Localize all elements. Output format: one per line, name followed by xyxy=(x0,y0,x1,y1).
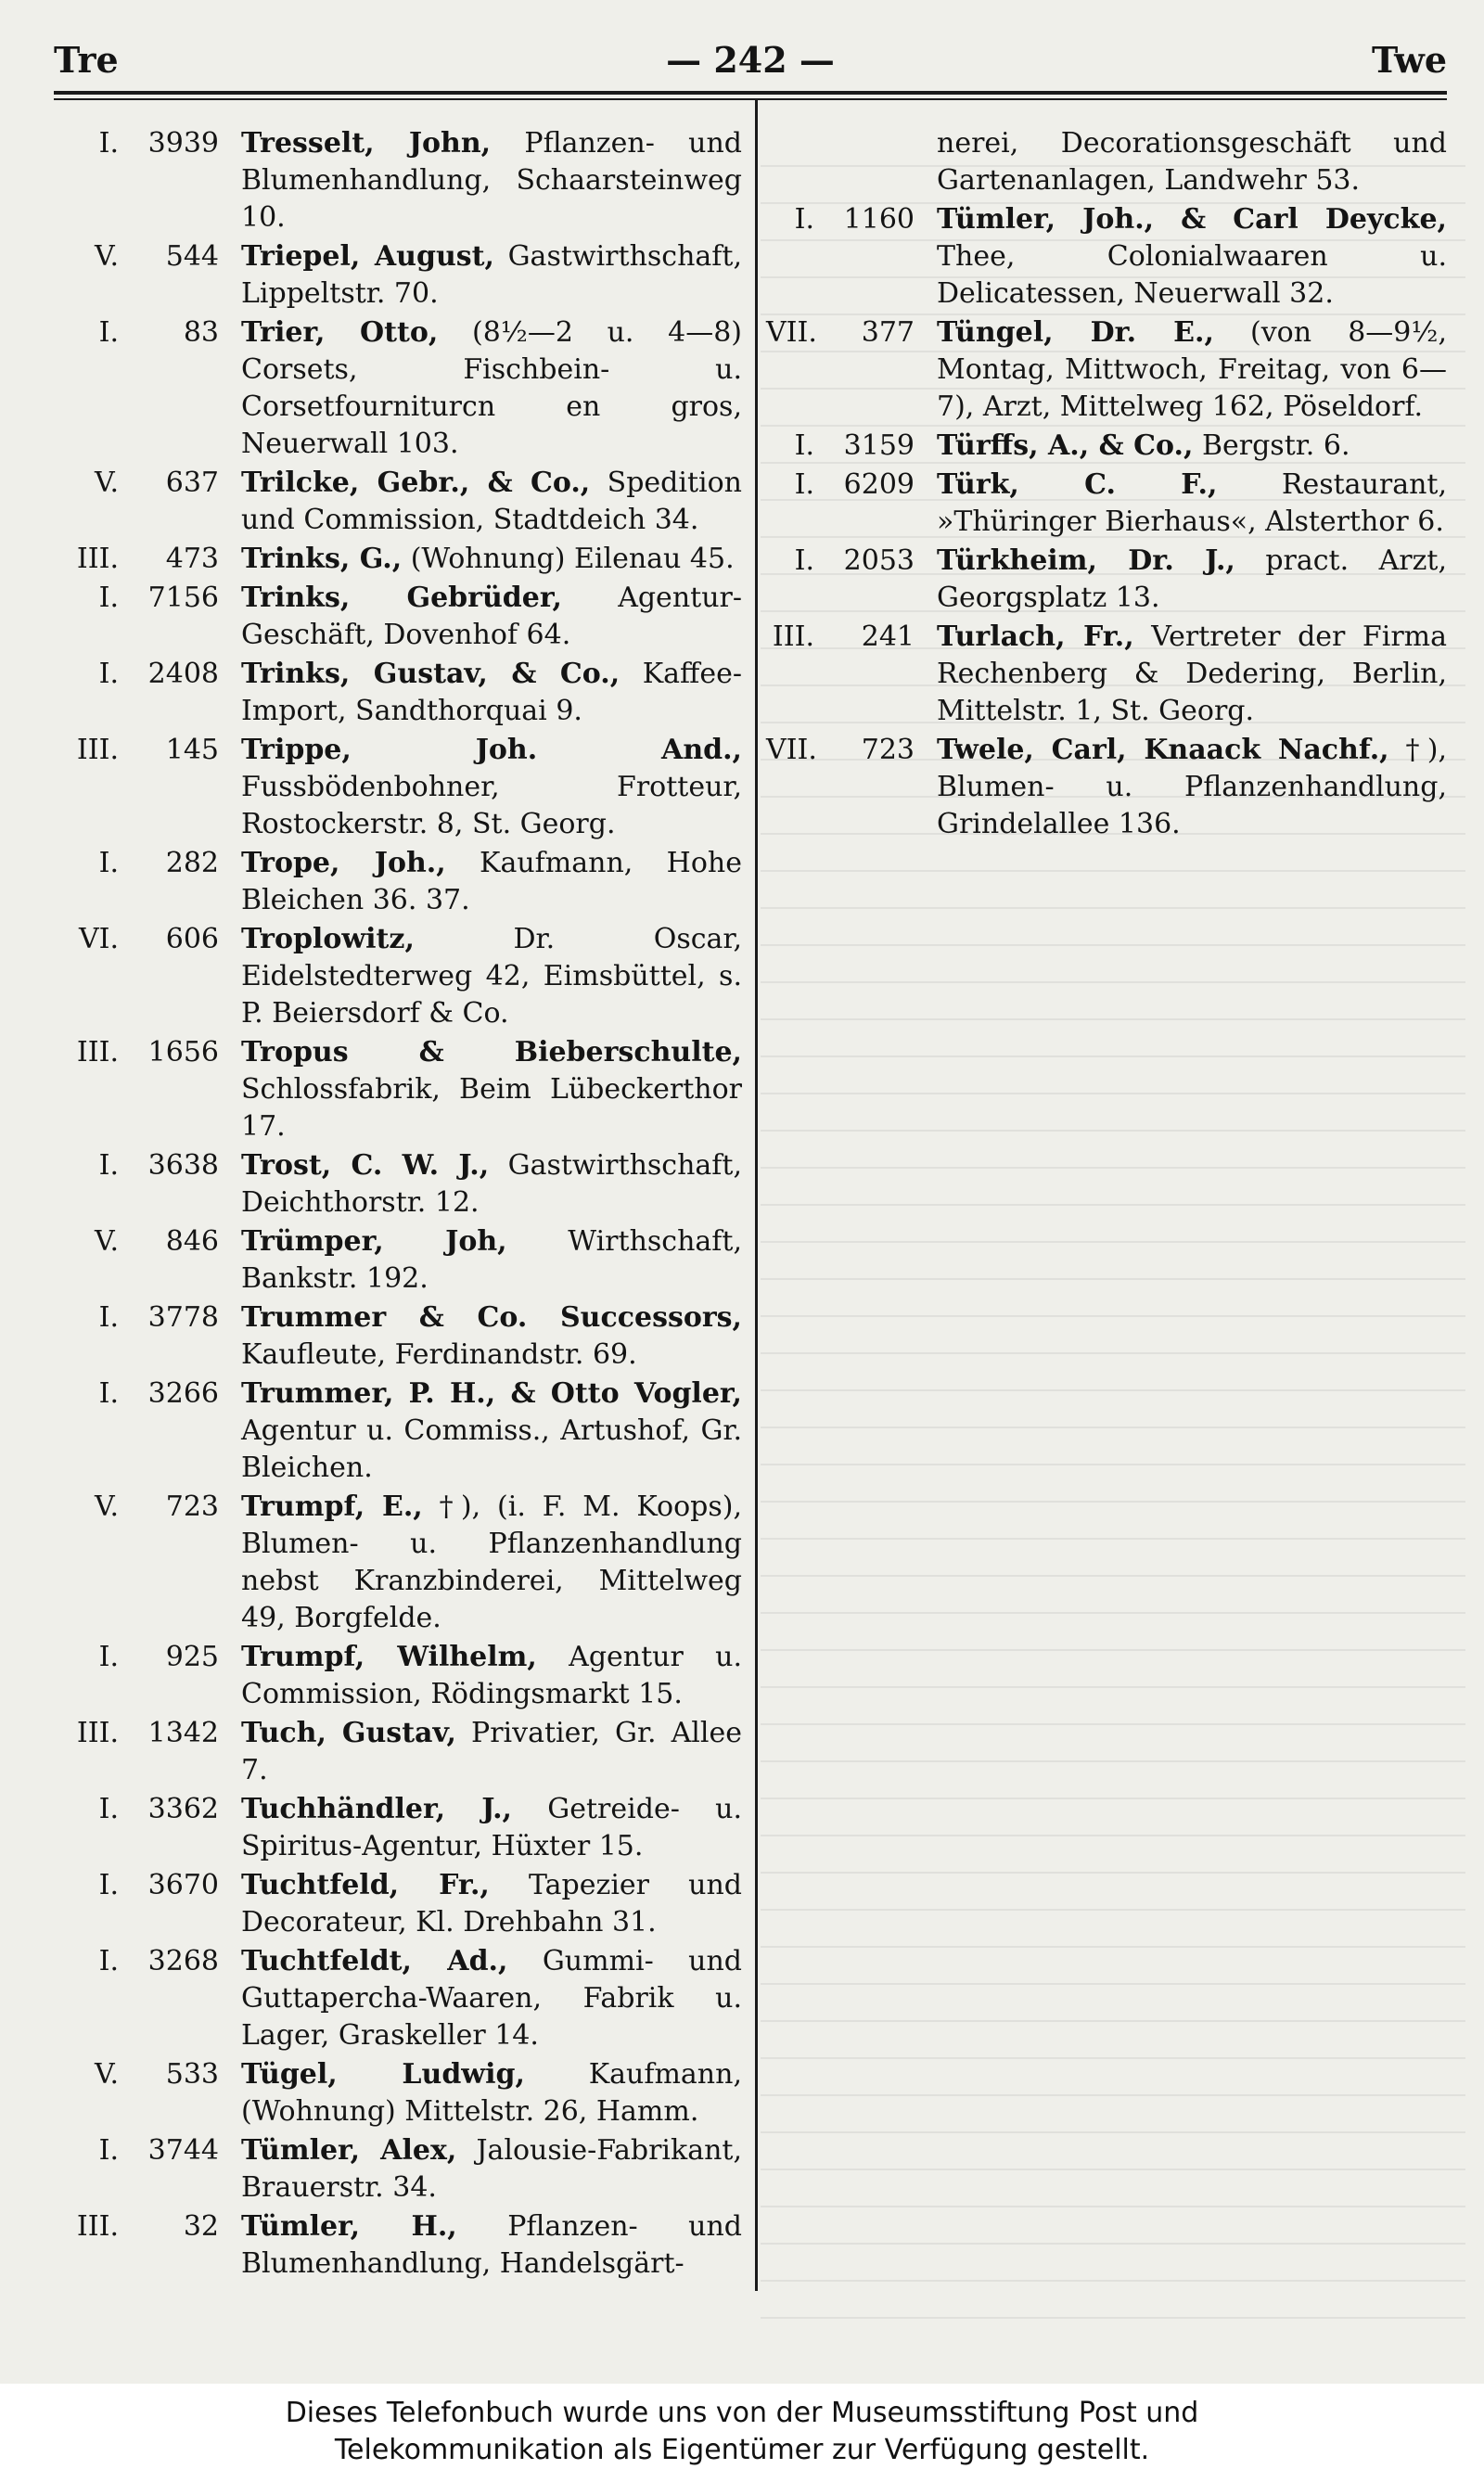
directory-entry xyxy=(54,238,742,313)
entry-district: III. xyxy=(76,1036,119,1068)
entry-details: Agentur u. Commission, Rödingsmarkt 15. xyxy=(241,1641,742,1710)
entry-phone-number: 606 xyxy=(165,923,219,955)
entry-phone-number: 3159 xyxy=(843,429,915,462)
entry-name: Tümler, Joh., & Carl Deycke, xyxy=(937,203,1447,236)
directory-entry xyxy=(54,656,742,730)
entry-phone-number: 533 xyxy=(165,2058,219,2091)
entry-details: Kaffee-Import, Sandthorquai 9. xyxy=(241,658,742,727)
entry-phone-number: 83 xyxy=(183,316,219,349)
entry-text xyxy=(241,580,742,654)
entry-text xyxy=(241,314,742,463)
directory-entry xyxy=(54,1791,742,1865)
directory-entry xyxy=(54,732,742,843)
entry-phone-number: 241 xyxy=(861,620,915,653)
entry-text xyxy=(241,541,742,578)
entry-phone-number: 3778 xyxy=(147,1301,219,1334)
directory-entry xyxy=(54,1639,742,1713)
entry-district: I. xyxy=(794,429,814,462)
entry-name: Tresselt, John, xyxy=(241,127,492,160)
entry-details: (8½—2 u. 4—8) Corsets, Fischbein- u. Corsetfourniturcn en gros, Neuerwall 103. xyxy=(241,316,742,460)
entry-details: Spedition und Commission, Stadtdeich 34. xyxy=(241,467,742,536)
entry-district: III. xyxy=(772,620,814,653)
directory-entry xyxy=(54,580,742,654)
entry-phone-number: 637 xyxy=(165,467,219,499)
entry-details: Schlossfabrik, Beim Lübeckerthor 17. xyxy=(241,1073,742,1143)
entry-text xyxy=(241,125,742,237)
entry-name: Tümler, Alex, xyxy=(241,2134,457,2167)
entry-name: Trinks, G., xyxy=(241,543,403,575)
entry-text xyxy=(241,1943,742,2054)
entry-phone-number: 377 xyxy=(861,316,915,349)
entry-details: (von 8—9½, Montag, Mittwoch, Freitag, von 6—7), Arzt, Mittelweg 162, Pöseldorf. xyxy=(937,316,1447,423)
right-column xyxy=(766,125,1447,845)
directory-entry xyxy=(54,845,742,919)
footer-line-1: Dieses Telefonbuch wurde uns von der Museumsstiftung Post und xyxy=(285,2397,1199,2429)
directory-entry xyxy=(54,2208,742,2283)
entry-district: I. xyxy=(98,316,119,349)
entry-district: I. xyxy=(98,1149,119,1182)
entry-name: Trost, C. W. J., xyxy=(241,1149,490,1182)
entry-district: I. xyxy=(98,847,119,879)
entry-name: Trummer, P. H., & Otto Vogler, xyxy=(241,1377,742,1410)
entry-details: Pflanzen- und Blumenhandlung, Schaarsteinweg 10. xyxy=(241,127,742,234)
entry-phone-number: 723 xyxy=(861,734,915,766)
column-divider xyxy=(755,100,758,2291)
entry-phone-number: 723 xyxy=(165,1490,219,1523)
directory-entry xyxy=(766,619,1447,730)
continuation-text xyxy=(766,125,1447,199)
directory-entry xyxy=(54,2056,742,2130)
entry-phone-number: 6209 xyxy=(843,468,915,501)
entry-phone-number: 3744 xyxy=(147,2134,219,2167)
entry-district: I. xyxy=(98,1641,119,1673)
entry-details: Kaufmann, (Wohnung) Mittelstr. 26, Hamm. xyxy=(241,2058,742,2128)
directory-entry xyxy=(766,543,1447,617)
entry-details: Wirthschaft, Bankstr. 192. xyxy=(241,1225,742,1295)
entry-district: I. xyxy=(98,1945,119,1977)
entry-district: V. xyxy=(95,240,119,273)
entry-district: III. xyxy=(76,1717,119,1749)
entry-district: VII. xyxy=(766,316,817,349)
entry-phone-number: 2408 xyxy=(147,658,219,690)
entry-phone-number: 1656 xyxy=(147,1036,219,1068)
entry-name: Trumpf, E., xyxy=(241,1490,423,1523)
entry-district: VI. xyxy=(78,923,119,955)
header-rule xyxy=(54,91,1447,95)
entry-details: Thee, Colonialwaaren u. Delicatessen, Neuerwall 32. xyxy=(937,240,1447,310)
entry-phone-number: 3939 xyxy=(147,127,219,160)
directory-entry xyxy=(54,1147,742,1222)
entry-name: Trier, Otto, xyxy=(241,316,439,349)
directory-entry xyxy=(54,1943,742,2054)
entry-district: I. xyxy=(98,658,119,690)
entry-text xyxy=(937,314,1447,426)
directory-entry xyxy=(766,428,1447,465)
entry-details: Restaurant, »Thüringer Bierhaus«, Alsterthor 6. xyxy=(937,468,1447,538)
entry-name: Trope, Joh., xyxy=(241,847,446,879)
entry-text xyxy=(937,543,1447,617)
entry-district: III. xyxy=(76,543,119,575)
entry-phone-number: 925 xyxy=(165,1641,219,1673)
entry-district: I. xyxy=(98,2134,119,2167)
entry-phone-number: 2053 xyxy=(843,544,915,577)
entry-phone-number: 145 xyxy=(165,734,219,766)
header-left-keyword: Tre xyxy=(54,39,119,81)
directory-entry xyxy=(766,314,1447,426)
continuation-text-body: nerei, Decorationsgeschäft und Gartenanlagen, Landwehr 53. xyxy=(937,127,1447,197)
entry-district: I. xyxy=(794,203,814,236)
entry-phone-number: 282 xyxy=(165,847,219,879)
entry-text xyxy=(241,845,742,919)
directory-entry xyxy=(54,1034,742,1145)
entry-details: (Wohnung) Eilenau 45. xyxy=(402,543,735,575)
entry-text xyxy=(241,732,742,843)
entry-district: I. xyxy=(98,1377,119,1410)
footer-credit xyxy=(0,2384,1484,2482)
entry-phone-number: 846 xyxy=(165,1225,219,1258)
entry-text xyxy=(241,921,742,1032)
entry-details: Kaufleute, Ferdinandstr. 69. xyxy=(241,1338,637,1371)
directory-entry xyxy=(54,2132,742,2207)
entry-text xyxy=(937,467,1447,541)
entry-phone-number: 32 xyxy=(183,2210,219,2243)
entry-details: Bergstr. 6. xyxy=(1193,429,1350,462)
entry-text xyxy=(241,238,742,313)
entry-district: I. xyxy=(98,1869,119,1901)
entry-text xyxy=(241,1489,742,1637)
entry-details: Pflanzen- und Blumenhandlung, Handelsgärt- xyxy=(241,2210,742,2280)
entry-text xyxy=(241,1791,742,1865)
directory-entry xyxy=(54,314,742,463)
entry-details: Gastwirthschaft, Deichthorstr. 12. xyxy=(241,1149,742,1219)
entry-district: V. xyxy=(95,1225,119,1258)
entry-text xyxy=(241,1223,742,1298)
entry-phone-number: 473 xyxy=(165,543,219,575)
directory-entry xyxy=(54,1375,742,1487)
entry-phone-number: 1160 xyxy=(843,203,915,236)
entry-details: Fussbödenbohner, Frotteur, Rostockerstr. 8, St. Georg. xyxy=(241,771,742,840)
entry-name: Turlach, Fr., xyxy=(937,620,1134,653)
directory-entry xyxy=(54,1715,742,1789)
entry-district: V. xyxy=(95,2058,119,2091)
entry-name: Trümper, Joh, xyxy=(241,1225,507,1258)
left-column xyxy=(54,125,742,2284)
entry-details: †), Blumen- u. Pflanzenhandlung, Grindelallee 136. xyxy=(937,734,1447,840)
entry-district: I. xyxy=(98,1793,119,1825)
entry-district: I. xyxy=(794,468,814,501)
entry-name: Tügel, Ludwig, xyxy=(241,2058,525,2091)
directory-entry xyxy=(54,1867,742,1941)
entry-name: Tuchhändler, J., xyxy=(241,1793,512,1825)
entry-details: Jalousie-Fabrikant, Brauerstr. 34. xyxy=(241,2134,742,2204)
entry-name: Triepel, August, xyxy=(241,240,494,273)
entry-district: I. xyxy=(98,1301,119,1334)
entry-district: I. xyxy=(98,127,119,160)
entry-name: Trumpf, Wilhelm, xyxy=(241,1641,537,1673)
entry-details: Getreide- u. Spiritus-Agentur, Hüxter 15. xyxy=(241,1793,742,1862)
entry-text xyxy=(937,619,1447,730)
entry-text xyxy=(241,1715,742,1789)
entry-text xyxy=(241,1147,742,1222)
directory-entry xyxy=(54,1489,742,1637)
header-right-keyword: Twe xyxy=(1372,39,1447,81)
entry-text xyxy=(241,1867,742,1941)
entry-name: Trinks, Gebrüder, xyxy=(241,582,562,614)
footer-line-2: Telekommunikation als Eigentümer zur Verfügung gestellt. xyxy=(334,2434,1150,2466)
entry-details: Agentur u. Commiss., Artushof, Gr. Bleichen. xyxy=(241,1414,742,1484)
entry-district: III. xyxy=(76,734,119,766)
directory-entry xyxy=(54,1223,742,1298)
entry-name: Tuch, Gustav, xyxy=(241,1717,456,1749)
entry-phone-number: 544 xyxy=(165,240,219,273)
entry-text xyxy=(241,1375,742,1487)
entry-details: Vertreter der Firma Rechenberg & Dedering, Berlin, Mittelstr. 1, St. Georg. xyxy=(937,620,1447,727)
entry-details: Tapezier und Decorateur, Kl. Drehbahn 31. xyxy=(241,1869,742,1938)
entry-name: Türkheim, Dr. J., xyxy=(937,544,1235,577)
entry-details: Agentur-Geschäft, Dovenhof 64. xyxy=(241,582,742,651)
page-number: — 242 — xyxy=(666,39,835,81)
directory-entry xyxy=(54,541,742,578)
entry-name: Troplowitz, xyxy=(241,923,415,955)
entry-district: III. xyxy=(76,2210,119,2243)
entry-phone-number: 3638 xyxy=(147,1149,219,1182)
entry-text xyxy=(241,1299,742,1374)
entry-name: Tuchtfeld, Fr., xyxy=(241,1869,490,1901)
page-header xyxy=(54,37,1447,83)
entry-details: Gastwirthschaft, Lippeltstr. 70. xyxy=(241,240,742,310)
header-rule-thin xyxy=(54,98,1447,100)
entry-phone-number: 1342 xyxy=(147,1717,219,1749)
entry-district: I. xyxy=(794,544,814,577)
entry-name: Türffs, A., & Co., xyxy=(937,429,1194,462)
entry-name: Tümler, H., xyxy=(241,2210,457,2243)
entry-details: Gummi- und Guttapercha-Waaren, Fabrik u. Lager, Graskeller 14. xyxy=(241,1945,742,2052)
entry-name: Tüngel, Dr. E., xyxy=(937,316,1214,349)
entry-text xyxy=(937,732,1447,843)
entry-text xyxy=(241,656,742,730)
entry-district: I. xyxy=(98,582,119,614)
entry-district: V. xyxy=(95,467,119,499)
entry-district: VII. xyxy=(766,734,817,766)
entry-details: Kaufmann, Hohe Bleichen 36. 37. xyxy=(241,847,742,916)
directory-entry xyxy=(54,921,742,1032)
entry-name: Türk, C. F., xyxy=(937,468,1218,501)
entry-name: Trinks, Gustav, & Co., xyxy=(241,658,620,690)
directory-entry xyxy=(54,125,742,237)
directory-entry xyxy=(54,1299,742,1374)
entry-text xyxy=(241,1034,742,1145)
entry-phone-number: 3362 xyxy=(147,1793,219,1825)
entry-details: Dr. Oscar, Eidelstedterweg 42, Eimsbüttel, s. P. Beiersdorf & Co. xyxy=(241,923,742,1030)
entry-details: pract. Arzt, Georgsplatz 13. xyxy=(937,544,1447,614)
entry-name: Trummer & Co. Successors, xyxy=(241,1301,742,1334)
entry-phone-number: 7156 xyxy=(147,582,219,614)
entry-details: †), (i. F. M. Koops), Blumen- u. Pflanzenhandlung nebst Kranzbinderei, Mittelweg 49, Borgfelde. xyxy=(241,1490,742,1634)
entry-phone-number: 3268 xyxy=(147,1945,219,1977)
entry-text xyxy=(241,2132,742,2207)
directory-entry xyxy=(54,465,742,539)
entry-text xyxy=(241,465,742,539)
entry-name: Twele, Carl, Knaack Nachf., xyxy=(937,734,1389,766)
entry-text xyxy=(241,2056,742,2130)
entry-text xyxy=(241,1639,742,1713)
entry-text xyxy=(937,201,1447,313)
entry-name: Tropus & Bieberschulte, xyxy=(241,1036,742,1068)
entry-district: V. xyxy=(95,1490,119,1523)
entry-phone-number: 3266 xyxy=(147,1377,219,1410)
directory-entry xyxy=(766,732,1447,843)
entry-text xyxy=(937,428,1447,465)
entry-name: Tuchtfeldt, Ad., xyxy=(241,1945,508,1977)
entry-name: Trilcke, Gebr., & Co., xyxy=(241,467,591,499)
entry-phone-number: 3670 xyxy=(147,1869,219,1901)
entry-details: Privatier, Gr. Allee 7. xyxy=(241,1717,742,1786)
entry-text xyxy=(241,2208,742,2283)
directory-entry xyxy=(766,467,1447,541)
entry-name: Trippe, Joh. And., xyxy=(241,734,742,766)
directory-entry xyxy=(766,201,1447,313)
